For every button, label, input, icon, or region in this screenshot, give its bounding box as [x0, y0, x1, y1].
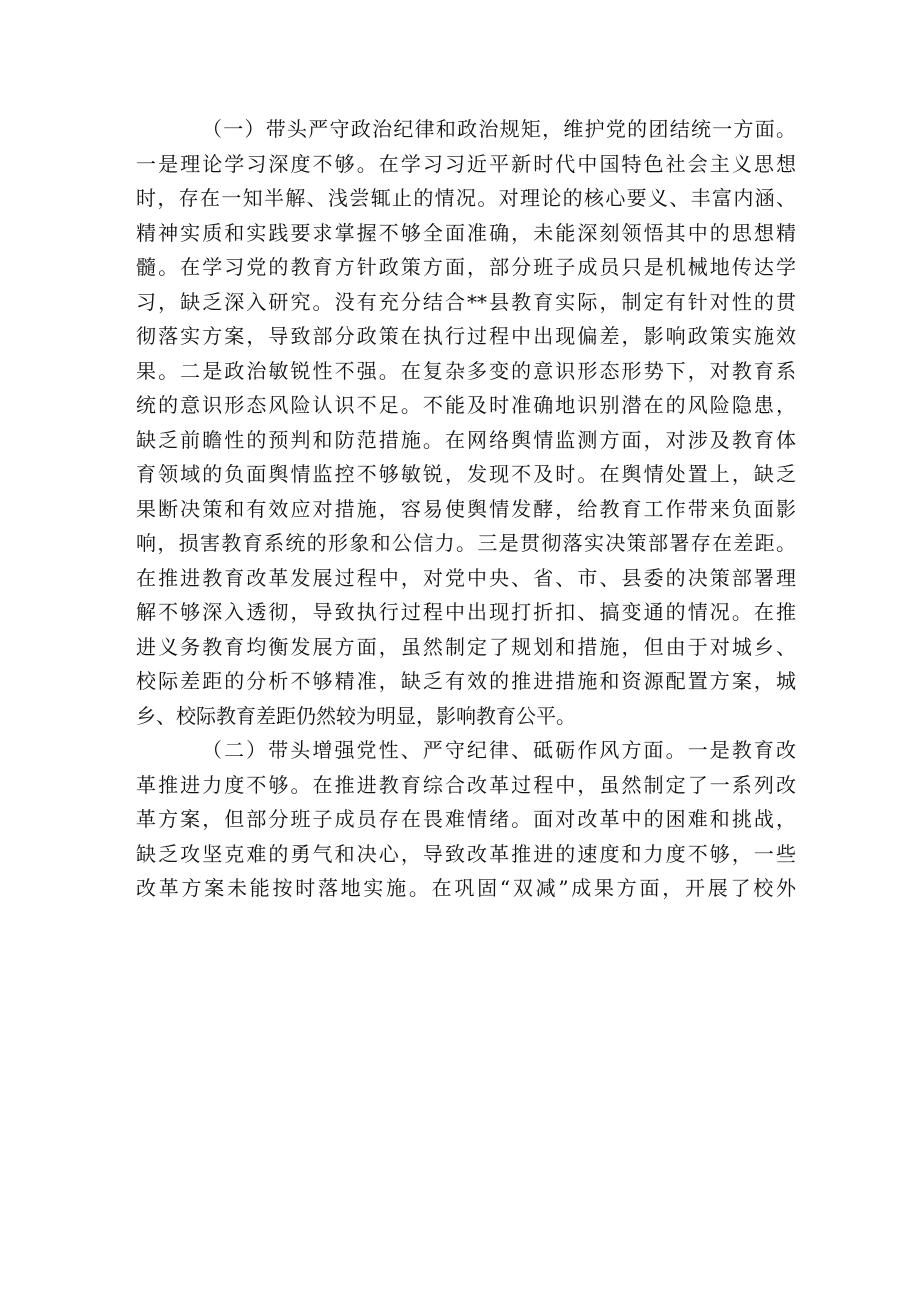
text-line: 果。二是政治敏锐性不强。在复杂多变的意识形态形势下，对教育系 — [136, 358, 796, 383]
text-line: 解不够深入透彻，导致执行过程中出现打折扣、搞变通的情况。在推 — [136, 600, 796, 624]
text-line: 革推进力度不够。在推进教育综合改革过程中，虽然制定了一系列改 — [136, 772, 796, 797]
text-line: 精神实质和实践要求掌握不够全面准确，未能深刻领悟其中的思想精 — [136, 220, 796, 245]
text-line: 响，损害教育系统的形象和公信力。三是贯彻落实决策部署存在差距。 — [136, 531, 796, 555]
text-line: 统的意识形态风险认识不足。不能及时准确地识别潜在的风险隐患， — [136, 393, 796, 417]
text-line: 校际差距的分析不够精准，缺乏有效的推进措施和资源配置方案，城 — [136, 669, 796, 693]
text-line: 髓。在学习党的教育方针政策方面，部分班子成员只是机械地传达学 — [136, 255, 796, 279]
text-line: 时，存在一知半解、浅尝辄止的情况。对理论的核心要义、丰富内涵、 — [136, 186, 796, 210]
text-line: 在推进教育改革发展过程中，对党中央、省、市、县委的决策部署理 — [136, 565, 796, 590]
document-body — [136, 112, 796, 906]
text-line: （一）带头严守政治纪律和政治规矩，维护党的团结统一方面。 — [202, 117, 796, 141]
text-line: 缺乏前瞻性的预判和防范措施。在网络舆情监测方面，对涉及教育体 — [136, 427, 796, 452]
text-line: 果断决策和有效应对措施，容易使舆情发酵，给教育工作带来负面影 — [136, 496, 796, 521]
text-line: 进义务教育均衡发展方面，虽然制定了规划和措施，但由于对城乡、 — [136, 634, 796, 659]
text-line: 育领域的负面舆情监控不够敏锐，发现不及时。在舆情处置上，缺乏 — [136, 462, 796, 486]
text-line: 改革方案未能按时落地实施。在巩固“双减”成果方面，开展了校外 — [136, 876, 796, 900]
paragraph-2 — [136, 733, 796, 906]
text-line: 一是理论学习深度不够。在学习习近平新时代中国特色社会主义思想 — [136, 151, 796, 176]
text-line: 习，缺乏深入研究。没有充分结合**县教育实际，制定有针对性的贯 — [136, 289, 796, 314]
text-line: 乡、校际教育差距仍然较为明显，影响教育公平。 — [136, 703, 576, 728]
text-line: 彻落实方案，导致部分政策在执行过程中出现偏差，影响政策实施效 — [136, 324, 796, 348]
text-line: 缺乏攻坚克难的勇气和决心，导致改革推进的速度和力度不够，一些 — [136, 841, 796, 866]
paragraph-1 — [136, 112, 796, 733]
text-line: （二）带头增强党性、严守纪律、砥砺作风方面。一是教育改 — [202, 738, 796, 762]
text-line: 革方案，但部分班子成员存在畏难情绪。面对改革中的困难和挑战， — [136, 807, 796, 831]
